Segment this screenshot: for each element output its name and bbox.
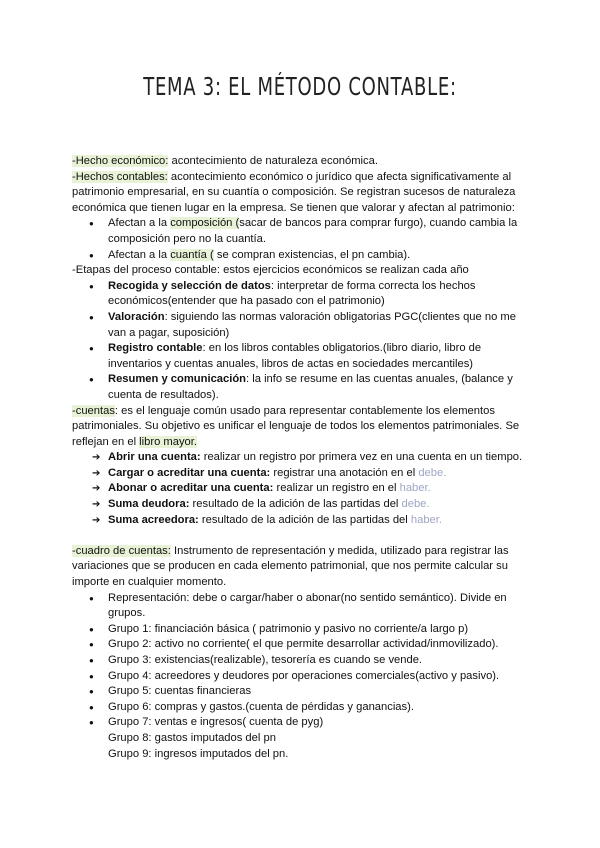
grupos-list xyxy=(72,591,532,731)
list-item: ● Valoración: siguiendo las normas valoración obligatorias PGC(clientes que no me van a pagar, suposición) xyxy=(72,310,532,341)
cuentas-list xyxy=(72,450,532,528)
list-item: ● Afectan a la cuantía ( se compran existencias, el pn cambia). xyxy=(72,248,532,264)
list-item: ● Grupo 6: compras y gastos.(cuenta de pérdidas y ganancias). xyxy=(72,700,532,716)
list-item: ● Recogida y selección de datos: interpretar de forma correcta los hechos económicos(entender que ha pasado con el patrimonio) xyxy=(72,279,532,310)
list-item: ● Resumen y comunicación: la info se resume en las cuentas anuales, (balance y cuenta de resultados). xyxy=(72,372,532,403)
list-item: ➔ Abonar o acreditar una cuenta: realizar un registro en el haber. xyxy=(72,481,532,497)
hechos-contables-paragraph xyxy=(72,170,532,217)
highlighted-term: -cuentas xyxy=(72,404,115,417)
highlighted-term: -Hecho económico: xyxy=(72,155,169,167)
list-item: ● Grupo 5: cuentas financieras xyxy=(72,684,532,700)
muted-term: haber. xyxy=(399,482,431,495)
list-item: ● Grupo 1: financiación básica ( patrimonio y pasivo no corriente/a largo p) xyxy=(72,622,532,638)
list-item: ● Afectan a la composición (sacar de bancos para comprar furgo), cuando cambia la composición pero no la cuantía. xyxy=(72,216,532,247)
list-item: ➔ Suma deudora: resultado de la adición de las partidas del debe. xyxy=(72,497,532,513)
list-item: ➔ Suma acreedora: resultado de la adición de las partidas del haber. xyxy=(72,513,532,529)
list-item: ● Grupo 2: activo no corriente( el que permite desarrollar actividad/inmovilizado). xyxy=(72,637,532,653)
definition-text: acontecimiento económico o jurídico que afecta significativamente al patrimonio empresarial, en su cuantía o composición. Se registran sucesos de naturaleza económica que tienen lugar en la empresa. Se tienen que valorar y afectan al patrimonio: xyxy=(72,170,516,214)
grupos-extra-list xyxy=(72,731,532,762)
list-item: ● Grupo 7: ventas e ingresos( cuenta de pyg) xyxy=(72,715,532,731)
cuentas-paragraph: -cuentas: es el lenguaje común usado para representar contablemente los elementos patrimoniales. Su objetivo es unificar el lenguaje de todos los elementos patrimoniales. Se reflejan en el libro mayor. xyxy=(72,404,520,448)
highlighted-term: libro mayor. xyxy=(139,435,197,448)
page-title: TEMA 3: EL MÉTODO CONTABLE: xyxy=(143,72,457,101)
list-item: ➔ Cargar o acreditar una cuenta: registrar una anotación en el debe. xyxy=(72,466,532,482)
cuadro-de-cuentas-paragraph: -cuadro de cuentas: Instrumento de representación y medida, utilizado para registrar las variaciones que se producen en cada elemento patrimonial, que nos permite calcular su importe en cualquier momento. xyxy=(72,544,509,589)
muted-term: debe. xyxy=(401,498,430,511)
spacer xyxy=(72,528,532,544)
highlighted-term: -cuadro de cuentas: xyxy=(72,544,171,557)
document-body xyxy=(72,154,532,762)
hecho-economico-paragraph xyxy=(72,154,532,170)
list-item: ➔ Abrir una cuenta: realizar un registro por primera vez en una cuenta en un tiempo. xyxy=(72,450,532,466)
list-item: ● Registro contable: en los libros contables obligatorios.(libro diario, libro de inventarios y cuentas anuales, libros de actas en sociedades mercantiles) xyxy=(72,341,532,372)
list-item: ● Representación: debe o cargar/haber o abonar(no sentido semántico). Divide en grupos. xyxy=(72,591,532,622)
highlighted-term: -Hechos contables: xyxy=(72,170,168,183)
muted-term: debe. xyxy=(418,466,447,479)
list-item: Grupo 8: gastos imputados del pn xyxy=(108,731,276,744)
etapas-list xyxy=(72,279,532,404)
list-item: Grupo 9: ingresos imputados del pn. xyxy=(108,747,289,760)
highlighted-term: cuantía ( xyxy=(170,248,214,261)
highlighted-term: composición ( xyxy=(170,217,240,230)
muted-term: haber. xyxy=(410,513,442,526)
hechos-contables-list xyxy=(72,216,532,263)
list-item: ● Grupo 4: acreedores y deudores por operaciones comerciales(activo y pasivo). xyxy=(72,669,532,685)
etapas-paragraph: -Etapas del proceso contable: estos ejercicios económicos se realizan cada año xyxy=(72,264,469,277)
definition-text: acontecimiento de naturaleza económica. xyxy=(168,155,378,167)
list-item: ● Grupo 3: existencias(realizable), tesorería es cuando se vende. xyxy=(72,653,532,669)
